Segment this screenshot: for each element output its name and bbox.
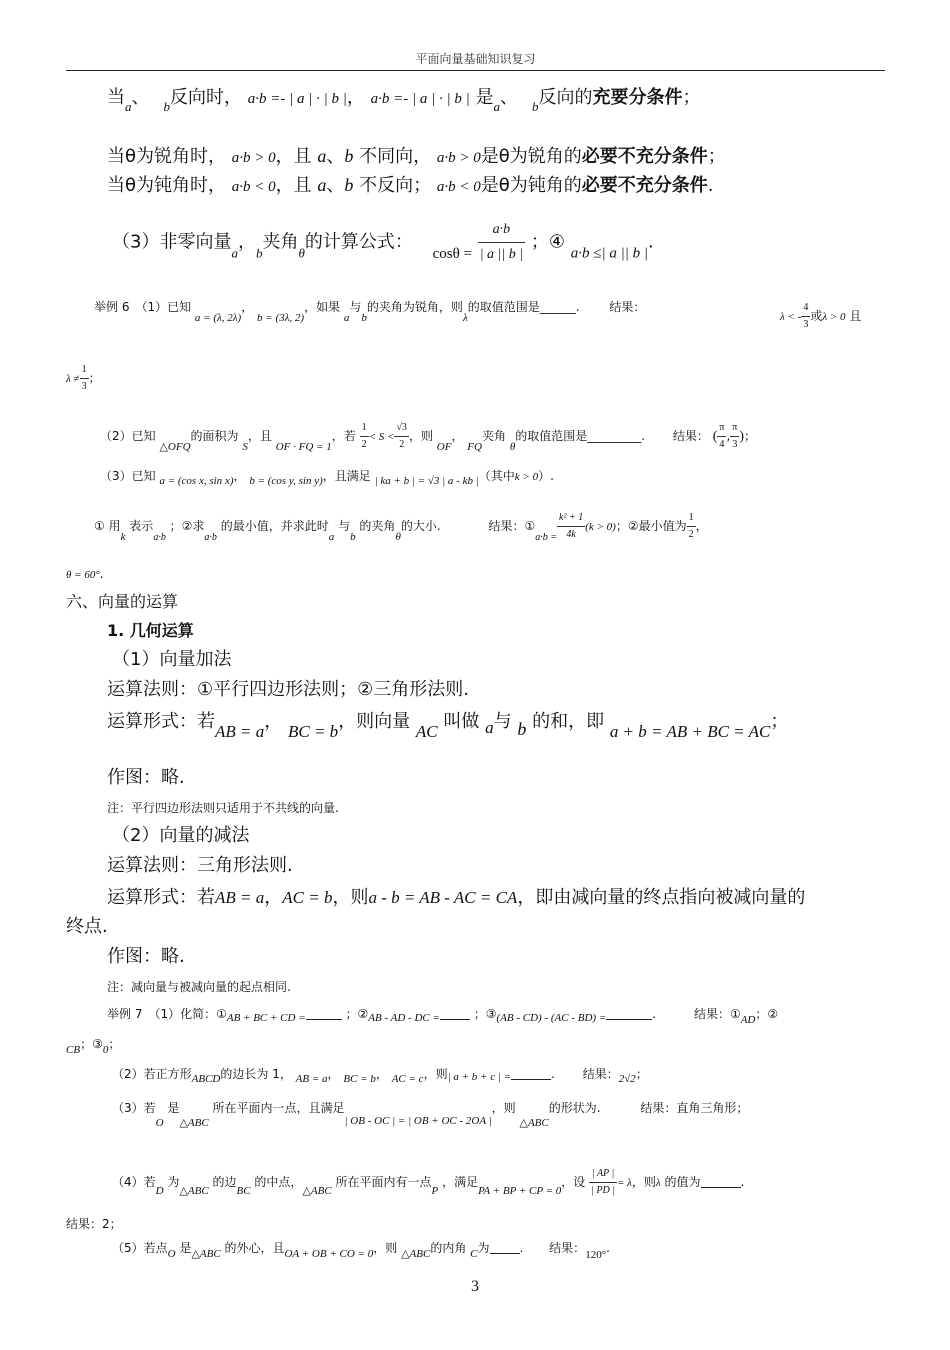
vector-b: b — [531, 99, 539, 114]
answer-blank — [701, 1175, 741, 1188]
formula: AC — [415, 722, 438, 741]
result-label: 结果： — [609, 300, 646, 314]
text: ，则 — [408, 429, 433, 443]
numerator: 1 — [80, 362, 89, 379]
formula: 120° — [585, 1249, 607, 1261]
vector-addition-title: （1）向量加法 — [112, 649, 232, 670]
point-p: P — [431, 1185, 439, 1197]
triangle-abc: △ABC — [191, 1248, 221, 1260]
vector-a: a — [231, 245, 238, 261]
triangle-abc: △ABC — [179, 1117, 209, 1129]
text: ， — [695, 519, 708, 533]
formula: < S < — [368, 431, 395, 443]
formula: a + b = AB + BC = AC — [609, 722, 771, 741]
formula: BC = b — [343, 1073, 376, 1085]
text: （3）非零向量 — [112, 231, 232, 253]
text: ；②求 — [169, 519, 205, 533]
triangle-abc: △ABC — [401, 1248, 431, 1260]
text: 举例 7 （1）化简：① — [107, 1007, 227, 1021]
result-label: 结果：直角三角形； — [640, 1101, 749, 1115]
formula-cos: cosθ = — [432, 245, 472, 262]
formula: CB — [66, 1044, 81, 1056]
text: 的形状为. — [548, 1101, 601, 1115]
formula: a = (λ, 2λ) — [194, 312, 242, 324]
side-bc: BC — [236, 1185, 251, 1197]
text: 为 — [477, 1241, 490, 1255]
vector-a: a — [328, 531, 335, 543]
formula: b = (3λ, 2) — [257, 312, 305, 324]
result-label: 结果：① — [693, 1007, 741, 1021]
vector-a: a — [317, 175, 327, 195]
page-number: 3 — [471, 1278, 479, 1295]
formula: a - b = AB - AC = CA — [368, 888, 518, 907]
denominator: 2 — [688, 529, 694, 540]
denominator: 2 — [399, 439, 405, 450]
point-d: D — [155, 1185, 164, 1197]
text: （5）若点 — [112, 1241, 168, 1255]
denominator: 3 — [732, 439, 738, 450]
text: ，且满足 — [322, 469, 371, 483]
example-6-part-3-questions — [94, 510, 708, 546]
text: 不同向， — [359, 146, 432, 167]
text: ，则 — [373, 1241, 398, 1255]
numerator: π — [730, 420, 739, 437]
text: 叫做 — [443, 711, 480, 732]
denominator: 4k — [566, 529, 576, 540]
text: 当θ为锐角时， — [107, 146, 227, 167]
example-7-part-3 — [112, 1100, 748, 1131]
theta: θ — [509, 441, 516, 453]
angle-c: C — [470, 1248, 478, 1260]
formula: λ ≠ — [66, 373, 80, 385]
text: ， — [327, 1067, 340, 1081]
subsection-geometric-operations: 1. 几何运算 — [107, 621, 194, 640]
vector-addition-rule: 运算法则：①平行四边形法则；②三角形法则. — [107, 679, 469, 700]
text: . — [99, 567, 104, 581]
theta: θ — [395, 531, 401, 543]
text: 是 — [167, 1101, 180, 1115]
text: ； — [744, 429, 757, 443]
numerator: 4 — [801, 300, 810, 317]
formula: △OFQ — [159, 441, 191, 453]
vector-subtraction-rule: 运算法则：三角形法则. — [107, 855, 293, 876]
text: （4）若 — [112, 1175, 156, 1189]
bracket: ( — [712, 429, 718, 444]
text: . — [519, 1241, 524, 1255]
text: ，即由减向量的终点指向被减向量的 — [517, 887, 806, 908]
example-7-part-2 — [112, 1066, 648, 1087]
text: ；③ — [473, 1007, 497, 1021]
formula: b = (cos y, sin y) — [249, 475, 323, 487]
theta: θ — [298, 245, 305, 261]
text: 或 — [810, 309, 823, 323]
example-6-part-1-result — [780, 300, 861, 333]
text: ； — [707, 146, 726, 167]
formula: a·b — [204, 532, 217, 543]
text: ； — [88, 371, 101, 385]
vector-a: a — [125, 99, 132, 114]
vector-subtraction-form-cont: 终点. — [66, 916, 108, 937]
answer-blank — [306, 1007, 342, 1020]
example-7-part-4 — [112, 1166, 744, 1199]
emphasis-condition: 必要不充分条件 — [581, 175, 708, 196]
text: ， — [346, 87, 365, 108]
vector-addition-drawing: 作图：略. — [107, 767, 185, 788]
text: 的最小值，并求此时 — [220, 519, 329, 533]
text: 、 — [499, 87, 518, 108]
formula: AB = a — [215, 722, 265, 741]
text: ；② — [755, 1007, 779, 1021]
formula: | ka + b | = √3 | a - kb | — [374, 475, 479, 487]
formula: (k > 0) — [585, 521, 616, 533]
text: ； — [770, 711, 789, 732]
formula: a = (cos x, sin x) — [159, 475, 234, 487]
example-6-part-2 — [100, 420, 756, 455]
text: ，且 — [275, 175, 312, 196]
formula: AC = b — [282, 888, 333, 907]
text: ， — [451, 429, 464, 443]
text: 反向时， — [170, 87, 242, 108]
numerator: π — [717, 420, 726, 437]
formula: BC = b — [287, 722, 339, 741]
formula: a·b = — [535, 532, 558, 543]
triangle-abc: △ABC — [302, 1185, 332, 1197]
formula: FQ — [467, 441, 482, 453]
vector-a: a — [317, 146, 327, 166]
formula: (AB - CD) - (AC - BD) = — [496, 1012, 607, 1024]
denominator: 4 — [719, 439, 725, 450]
formula: k > 0 — [514, 471, 539, 483]
text: 与 — [349, 300, 362, 314]
text: ， — [264, 887, 283, 908]
vector-subtraction-note: 注：减向量与被减向量的起点相同. — [107, 980, 291, 994]
numerator: a·b — [478, 218, 525, 243]
text: （其中 — [478, 469, 515, 483]
answer-blank — [511, 1067, 551, 1080]
vector-b: b — [517, 719, 527, 739]
text: 当 — [107, 87, 125, 108]
text: 的边 — [212, 1175, 237, 1189]
example-6-part-1: 举例 6 （1）已知 a = (λ, 2λ)， b = (3λ, 2)，如果 a与b的夹角为锐角，则λ的取值范围是______. 结果： — [94, 300, 646, 324]
text: 的面积为 — [190, 429, 239, 443]
text: . — [740, 1175, 745, 1189]
text: ； — [635, 1067, 648, 1081]
vector-addition-note: 注：平行四边形法则只适用于不共线的向量. — [107, 801, 339, 815]
text: ，则 — [631, 1175, 656, 1189]
formula: | a + b + c | = — [447, 1071, 512, 1083]
formula: 0 — [102, 1044, 109, 1056]
example-7-part-4-result: 结果：2； — [66, 1217, 122, 1231]
formula: AC = c — [391, 1073, 424, 1085]
result-label: 结果： — [672, 429, 709, 443]
formula: ABCD — [191, 1073, 221, 1085]
text: 的外心，且 — [224, 1241, 285, 1255]
text: 是θ为锐角的 — [480, 146, 582, 167]
triangle-abc: △ABC — [519, 1117, 549, 1129]
text: ，则 — [491, 1101, 516, 1115]
vector-a: a — [485, 718, 494, 737]
line-acute-angle — [107, 144, 726, 170]
text: 、 — [326, 146, 345, 167]
line-obtuse-angle — [107, 173, 713, 199]
formula: S — [242, 441, 248, 453]
text: 与 — [338, 519, 351, 533]
text: 所在平面内有一点 — [335, 1175, 432, 1189]
result-label: 结果：① — [488, 519, 536, 533]
header-rule — [66, 70, 885, 71]
emphasis-condition: 充要分条件 — [592, 87, 683, 108]
vector-subtraction-title: （2）向量的减法 — [112, 825, 250, 846]
text: 、 — [326, 175, 345, 196]
text: ，则 — [423, 1067, 448, 1081]
text: 的中点， — [254, 1175, 303, 1189]
text: 、 — [131, 87, 150, 108]
text: ，满足 — [442, 1175, 479, 1189]
numerator: k² + 1 — [557, 510, 585, 527]
text: 夹角 — [481, 429, 506, 443]
emphasis-condition: 必要不充分条件 — [581, 146, 708, 167]
text: 反向的 — [538, 87, 593, 108]
bracket: ) — [739, 429, 745, 444]
text: ；② — [345, 1007, 369, 1021]
vector-b: b — [344, 146, 354, 166]
text: ， — [375, 1067, 388, 1081]
text: ；②最小值为 — [615, 519, 687, 533]
formula: AB = a — [215, 888, 265, 907]
formula: OF — [436, 441, 452, 453]
formula-dot-product-neg: a·b =- | a | · | b | — [247, 91, 347, 107]
text: . — [652, 1007, 657, 1021]
vector-b: b — [255, 245, 263, 261]
formula: OA + OB + CO = 0 — [284, 1248, 374, 1260]
example-6-part-1-result-cont — [66, 362, 101, 395]
text: 所在平面内一点，且满足 — [212, 1101, 345, 1115]
formula: a·b < 0 — [436, 179, 481, 195]
formula: PA + BP + CP = 0 — [478, 1185, 562, 1197]
formula: a·b > 0 — [231, 150, 276, 166]
text: ，若 — [331, 429, 356, 443]
line-reverse-direction — [107, 86, 700, 119]
formula: | OB - OC | = | OB + OC - 2OA | — [344, 1115, 492, 1127]
formula: a·b — [153, 532, 166, 543]
comma: , — [726, 429, 731, 443]
formula: θ = 60° — [66, 569, 100, 581]
formula-inequality: a·b ≤| a || b | — [570, 245, 648, 262]
text: 是 — [179, 1241, 192, 1255]
text: ）. — [538, 469, 554, 483]
formula: a·b < 0 — [231, 179, 276, 195]
vector-b: b — [344, 175, 354, 195]
formula: = λ — [616, 1177, 632, 1189]
text: ，且 — [247, 429, 272, 443]
numerator: √3 — [394, 420, 409, 437]
text: 运算形式：若 — [107, 711, 215, 732]
denominator: | a || b | — [479, 247, 524, 262]
example-6-result-angle — [66, 566, 104, 583]
section-6-title: 六、向量的运算 — [66, 592, 179, 611]
text: ① 用 — [94, 519, 121, 533]
result-label: 结果： — [549, 1241, 586, 1255]
text: ， — [237, 231, 256, 253]
text: 是θ为钝角的 — [480, 175, 582, 196]
text: 表示 — [129, 519, 154, 533]
numerator: | AP | — [589, 1166, 617, 1183]
text: （3）若 — [112, 1101, 156, 1115]
text: 的大小. — [400, 519, 441, 533]
point-o: O — [167, 1248, 176, 1260]
text: 的夹角 — [359, 519, 396, 533]
formula: λ < - — [780, 311, 802, 323]
text: . — [551, 1067, 555, 1081]
text: 举例 6 （1）已知 — [94, 300, 192, 314]
text: 的取值范围是______. — [467, 300, 580, 314]
vector-b: b — [350, 531, 356, 543]
text: 的值为 — [664, 1175, 701, 1189]
text: ； — [108, 1037, 121, 1051]
text: （3）已知 — [100, 469, 156, 483]
text: ，设 — [561, 1175, 586, 1189]
lambda: λ — [655, 1177, 661, 1189]
formula-dot-product-neg: a·b =- | a | · | b | — [370, 91, 470, 107]
triangle-abc: △ABC — [179, 1185, 209, 1197]
text: 的取值范围是_________. — [515, 429, 646, 443]
text: . — [606, 1241, 610, 1255]
text: ， — [233, 469, 246, 483]
text: ，则向量 — [338, 711, 411, 732]
text: 与 — [493, 711, 512, 732]
numerator: 1 — [687, 510, 696, 527]
text: . — [647, 231, 654, 253]
fraction-cos — [478, 218, 525, 267]
text: 是 — [475, 87, 494, 108]
text: （2）已知 — [100, 429, 156, 443]
example-7-part-1-result-cont — [66, 1036, 120, 1058]
numerator: 1 — [360, 420, 369, 437]
text: 不反向； — [359, 175, 432, 196]
text: ，则 — [332, 887, 369, 908]
formula: OF · FQ = 1 — [275, 441, 332, 453]
answer-blank — [606, 1007, 652, 1020]
result-label: 结果： — [582, 1067, 619, 1081]
formula: AD — [740, 1014, 756, 1026]
text: ；④ — [530, 231, 565, 253]
vector-b: b — [163, 99, 170, 114]
text: 的内角 — [430, 1241, 467, 1255]
page-header-title: 平面向量基础知识复习 — [415, 52, 536, 66]
example-7-part-5 — [112, 1240, 610, 1263]
text: （2）若正方形 — [112, 1067, 192, 1081]
vector-subtraction-drawing: 作图：略. — [107, 946, 185, 967]
denominator: 3 — [803, 319, 809, 330]
text: ，且 — [275, 146, 312, 167]
text: ， — [264, 711, 283, 732]
answer-blank — [490, 1241, 520, 1254]
denominator: | PD | — [591, 1185, 615, 1196]
text: . — [707, 175, 714, 196]
formula: λ > 0 — [822, 311, 846, 323]
formula: AB - AD - DC = — [368, 1012, 440, 1024]
text: ， — [241, 300, 254, 314]
formula: 2√2 — [618, 1073, 636, 1085]
text: 当θ为钝角时， — [107, 175, 227, 196]
line-cos-formula — [112, 218, 654, 267]
text: 为 — [167, 1175, 180, 1189]
text: 的计算公式： — [304, 231, 413, 253]
text: 的边长为 1， — [220, 1067, 292, 1081]
point-o: O — [155, 1117, 164, 1129]
formula: AB = a — [295, 1073, 328, 1085]
text: 的夹角为锐角，则 — [366, 300, 463, 314]
example-7-part-1 — [107, 1006, 778, 1028]
example-6-part-3 — [100, 468, 554, 489]
formula: AB + BC + CD = — [226, 1012, 306, 1024]
text: 且 — [849, 309, 862, 323]
text: ； — [682, 87, 701, 108]
text: 夹角 — [262, 231, 299, 253]
formula: a·b > 0 — [436, 150, 481, 166]
denominator: 2 — [361, 439, 367, 450]
text: 的和，即 — [532, 711, 605, 732]
vector-a: a — [493, 99, 500, 114]
variable-k: k — [120, 531, 126, 543]
vector-addition-form — [107, 710, 788, 744]
text: ，如果 — [304, 300, 341, 314]
text: ；③ — [80, 1037, 103, 1051]
vector-subtraction-form — [107, 886, 805, 910]
denominator: 3 — [81, 381, 87, 392]
answer-blank — [440, 1007, 470, 1020]
text: 运算形式：若 — [107, 887, 215, 908]
